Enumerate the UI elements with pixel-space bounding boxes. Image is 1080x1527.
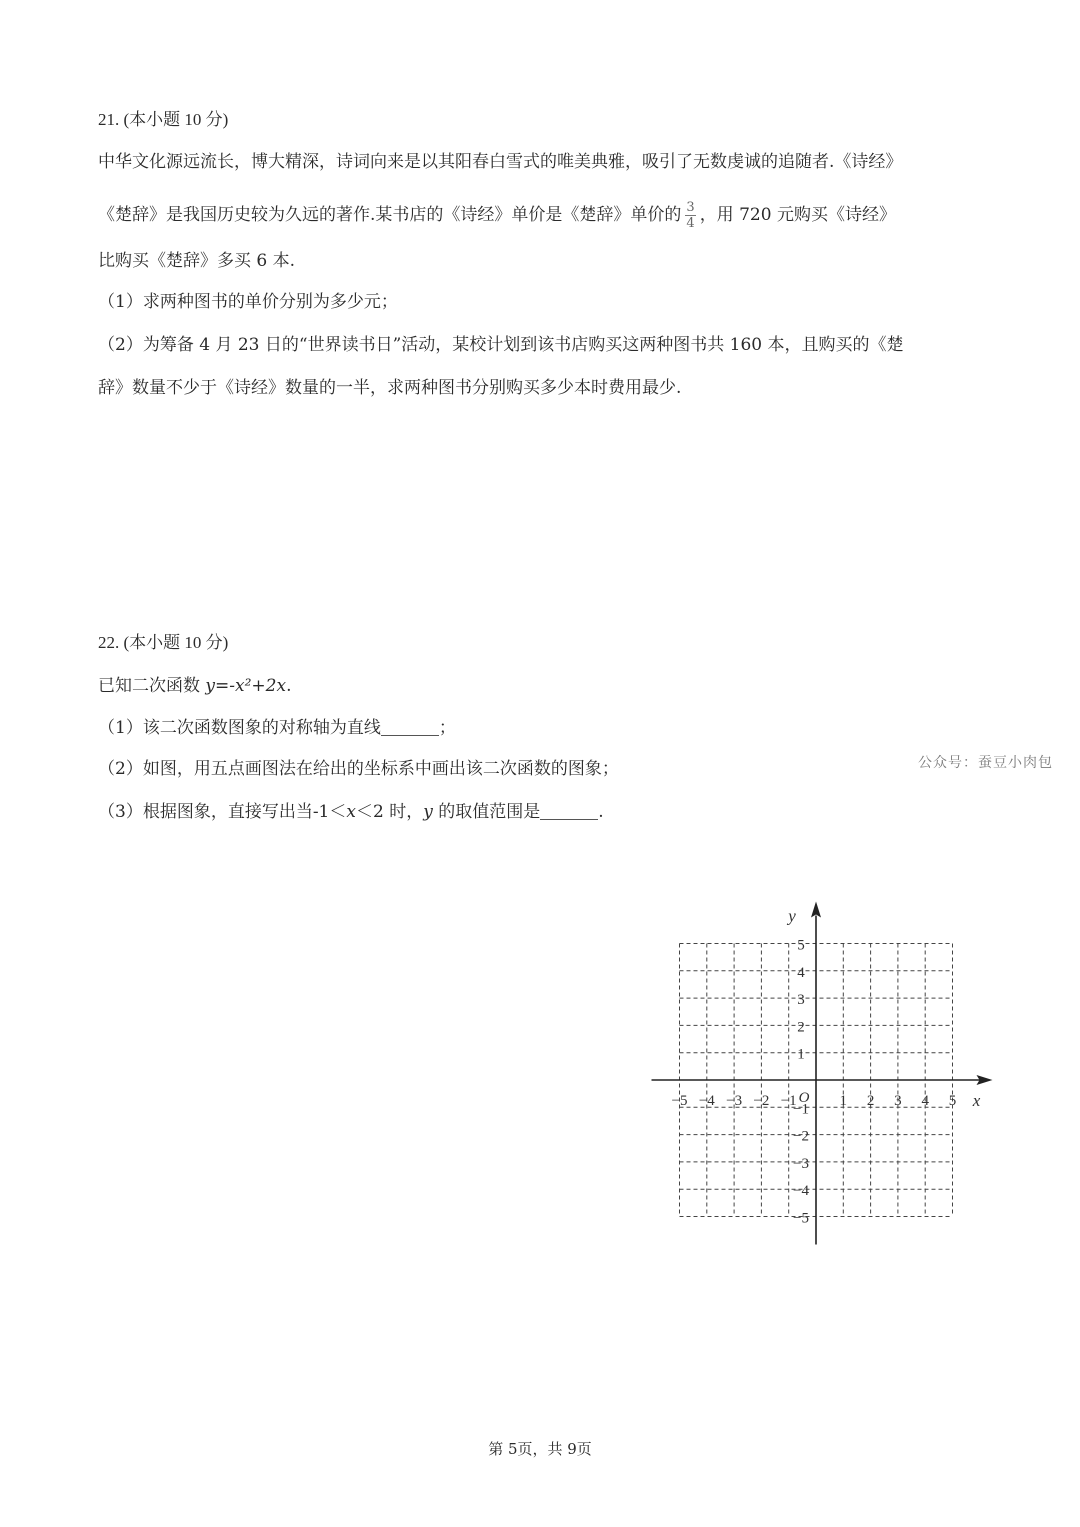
tick-labels	[672, 907, 981, 1227]
page-footer: 第 5页，共 9页	[488, 1440, 592, 1458]
q22-part1-end: ；	[438, 718, 456, 738]
answer-blank	[381, 719, 439, 736]
q21-text-line1: 中华文化源远流长，博大精深，诗词向来是以其阳春白雪式的唯美典雅，吸引了无数虔诚的追随者.《诗经》	[98, 152, 903, 172]
fraction-three-quarters	[685, 200, 695, 231]
x-tick-label: 1	[839, 1093, 848, 1109]
q22-intro-post: .	[286, 676, 292, 696]
q21-text-line2-post: ，用 720 元购买《诗经》	[699, 205, 896, 225]
q22-part2: （2）如图，用五点画图法在给出的坐标系中画出该二次函数的图象；	[98, 759, 619, 779]
x-tick-label: −3	[726, 1093, 743, 1109]
coordinate-grid	[640, 900, 1000, 1260]
y-tick-label: −2	[793, 1128, 809, 1145]
q21-part1: （1）求两种图书的单价分别为多少元；	[98, 292, 398, 312]
q22-formula: y=-x²+2x	[205, 676, 287, 696]
y-tick-label: 2	[797, 1019, 805, 1036]
answer-blank	[540, 803, 598, 820]
x-tick-label: −4	[698, 1093, 715, 1109]
axes	[652, 902, 993, 1245]
x-tick-label: −2	[753, 1093, 770, 1109]
q22-heading: 22. (本小题 10 分)	[98, 633, 229, 652]
x-axis-label: x	[972, 1091, 981, 1110]
y-tick-label: −4	[793, 1183, 809, 1200]
q22-part1	[98, 716, 456, 740]
x-tick-label: 3	[894, 1093, 902, 1109]
y-tick-label: −5	[793, 1210, 809, 1227]
q22-part3-post: 的取值范围是	[432, 802, 541, 822]
q22-part3-var-y: y	[423, 802, 433, 822]
y-tick-label: 1	[797, 1046, 805, 1063]
y-tick-label: 5	[797, 937, 805, 954]
x-tick-label: −5	[671, 1093, 688, 1109]
x-tick-label: 5	[948, 1093, 957, 1109]
y-tick-label: −1	[793, 1101, 809, 1118]
q21-text-line2	[98, 200, 896, 231]
q21-text-line3: 比购买《楚辞》多买 6 本.	[98, 251, 296, 271]
q22-part3	[98, 800, 604, 824]
q22-part3-var-x: x	[346, 802, 356, 822]
q22-part3-mid: ＜2 时，	[355, 802, 424, 822]
origin-label: O	[798, 1090, 810, 1106]
fraction-numerator: 3	[686, 200, 695, 215]
watermark: 公众号：蚕豆小肉包	[918, 755, 1053, 771]
q22-intro-pre: 已知二次函数	[98, 676, 206, 696]
q21-heading: 21. (本小题 10 分)	[98, 110, 229, 129]
y-axis-label: y	[788, 906, 796, 926]
q21-part2-line2: 辞》数量不少于《诗经》数量的一半，求两种图书分别购买多少本时费用最少.	[98, 378, 682, 398]
fraction-denominator: 4	[686, 216, 695, 231]
y-tick-label: 4	[797, 964, 805, 981]
q22-intro	[98, 674, 291, 698]
y-tick-label: −3	[793, 1155, 809, 1172]
q21-text-line2-pre: 《楚辞》是我国历史较为久远的著作.某书店的《诗经》单价是《楚辞》单价的	[98, 205, 682, 225]
q22-part1-text: （1）该二次函数图象的对称轴为直线	[98, 718, 381, 738]
x-tick-label: 4	[921, 1093, 929, 1109]
y-tick-label: 3	[797, 992, 805, 1009]
q22-part3-end: .	[598, 802, 604, 822]
x-tick-label: 2	[866, 1093, 875, 1109]
q22-part3-pre: （3）根据图象，直接写出当-1＜	[98, 802, 347, 822]
y-axis-arrow-icon	[811, 902, 821, 918]
x-tick-label: −1	[780, 1093, 797, 1109]
q21-part2-line1: （2）为筹备 4 月 23 日的“世界读书日”活动，某校计划到该书店购买这两种图书共 160 本，且购买的《楚	[98, 335, 904, 355]
